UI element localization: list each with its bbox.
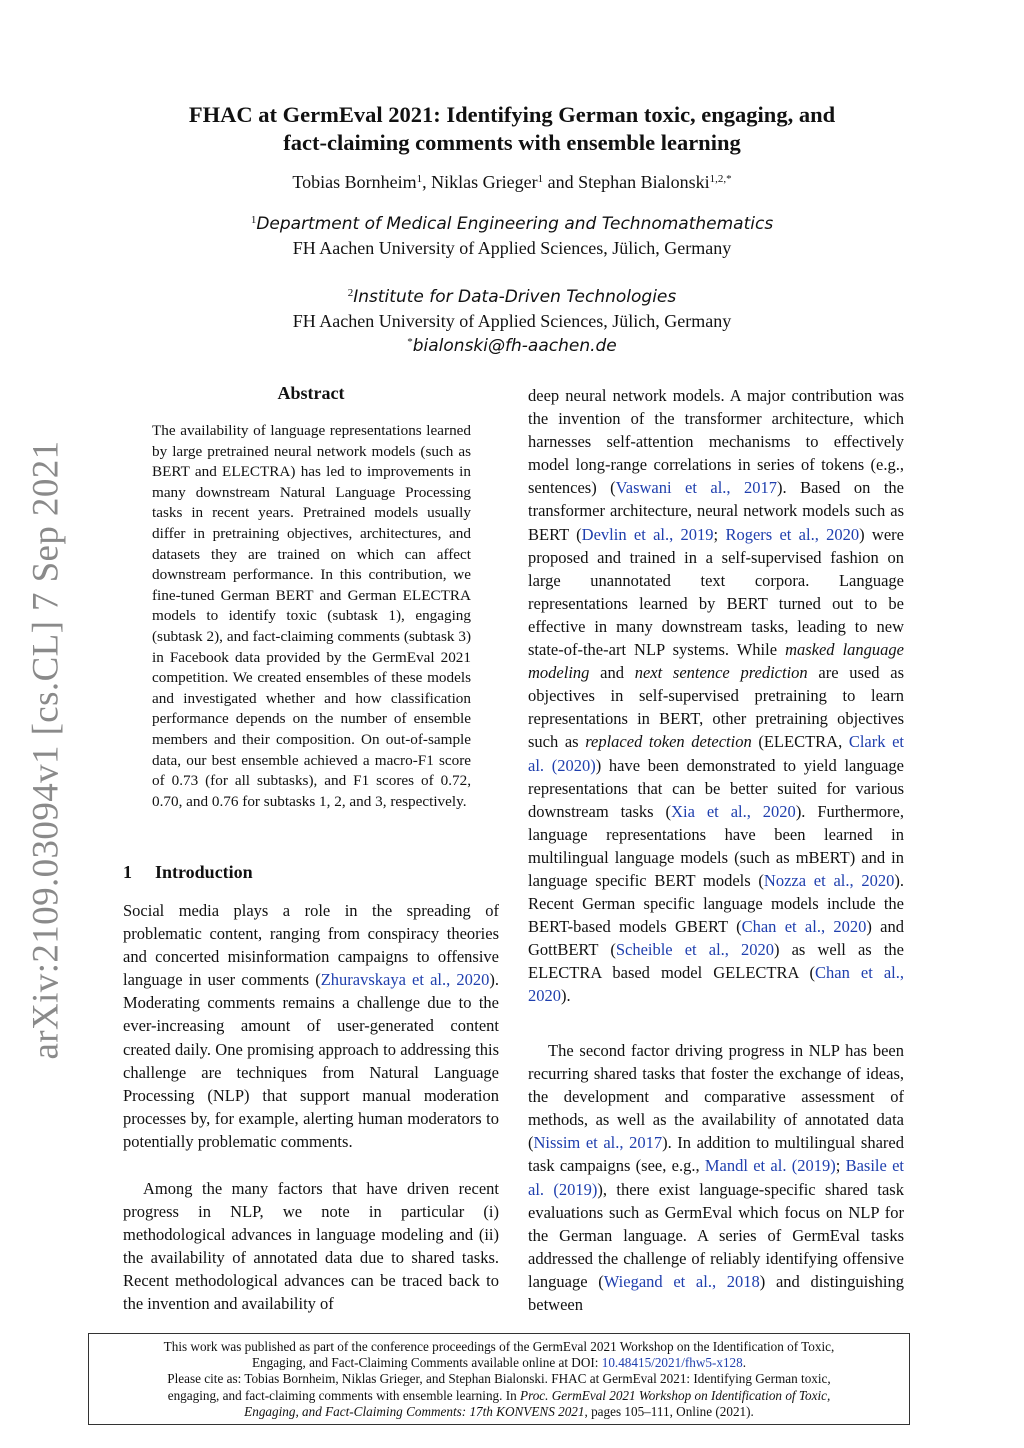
affiliation-department: Department of Medical Engineering and Technomathematics — [256, 214, 774, 234]
paragraph-text: ). Furthermore, language representations have been learned in multilingual language models (such as mBERT) and in language specific BERT models ( — [528, 801, 904, 890]
footnote-line: This work was published as part of the conference proceedings of the GermEval 2021 Workshop on the Identification of Toxic, — [163, 1339, 835, 1354]
footnote-line: Please cite as: Tobias Bornheim, Niklas Grieger, and Stephan Bialonski. FHAC at GermEval 2021: Identifying German toxic, — [167, 1371, 831, 1387]
intro-paragraph-2: Among the many factors that have driven recent progress in NLP, we note in particular (i) methodological advances in language modeling and (ii) the availability of annotated data due to shared tasks. Recent methodological advances can be traced back to the invention and availability of — [123, 1179, 499, 1314]
citation-link[interactable]: Clark et al. (2020) — [528, 732, 904, 775]
affiliation-number: 1 — [250, 214, 257, 226]
doi-link[interactable]: 10.48415/2021/fhw5-x128 — [601, 1355, 743, 1371]
right-column-paragraph-2 — [528, 1039, 904, 1316]
title-line-1: FHAC at GermEval 2021: Identifying German toxic, engaging, and — [188, 102, 836, 127]
paragraph-text: and — [589, 663, 635, 683]
author-email[interactable]: bialonski@fh-aachen.de — [412, 336, 617, 356]
paragraph-text: ) and GottBERT ( — [528, 917, 904, 960]
author-name: Stephan Bialonski — [578, 172, 710, 192]
arxiv-stamp-text: arXiv:2109.03094v1 [cs.CL] 7 Sep 2021 — [25, 440, 67, 1060]
publication-footnote-box — [88, 1333, 910, 1425]
affiliation-department: Institute for Data-Driven Technologies — [353, 287, 677, 307]
section-number: 1 — [123, 862, 132, 882]
citation-link[interactable]: Nissim et al., 2017 — [533, 1133, 663, 1153]
author-name: Niklas Grieger — [431, 172, 538, 192]
author-list — [120, 171, 904, 193]
author-separator: and — [543, 172, 579, 192]
paragraph-text: ; — [713, 524, 726, 544]
affiliation-number: 2 — [347, 287, 354, 299]
paragraph-text: The second factor driving progress in NLP has been recurring shared tasks that foster the exchange of ideas, the development and comparative assessment of methods, as well as the availability of annotated data ( — [528, 1041, 904, 1153]
footnote-text: Engaging, and Fact-Claiming Comments available online at DOI: — [251, 1355, 602, 1371]
citation-link[interactable]: Chan et al., 2020 — [741, 917, 867, 937]
paragraph-text: ; — [835, 1156, 846, 1176]
abstract-text: The availability of language representations learned by large pretrained neural network models (such as BERT and ELECTRA) has led to improvements in many downstream Natural Language Processing tasks in recent years. Pretrained models usually differ in pretraining objectives, architectures, and datasets they are trained on which can affect downstream performance. In this contribution, we fine-tuned German BERT and German ELECTRA models to identify toxic (subtask 1), engaging (subtask 2), and fact-claiming comments (subtask 3) in Facebook data provided by the GermEval 2021 competition. We created ensembles of these models and investigated whether and how classification performance depends on the number of ensemble members and their composition. On out-of-sample data, our best ensemble achieved a macro-F1 score of 0.73 (for all subtasks), and F1 scores of 0.72, 0.70, and 0.76 for subtasks 1, 2, and 3, respectively. — [152, 422, 471, 810]
affiliation-2 — [120, 284, 904, 358]
citation-link[interactable]: Basile et al. (2019) — [528, 1156, 904, 1199]
citation-link[interactable]: Mandl et al. (2019) — [704, 1156, 836, 1176]
citation-link[interactable]: Xia et al., 2020 — [671, 801, 796, 821]
citation-link[interactable]: Scheible et al., 2020 — [615, 940, 775, 960]
paragraph-text: ) have been demonstrated to yield language representations that can be better suited for various downstream tasks ( — [528, 755, 904, 821]
paragraph-text: ) as well as the ELECTRA based model GELECTRA ( — [528, 940, 904, 983]
citation-link[interactable]: Nozza et al., 2020 — [763, 870, 895, 890]
paragraph-text: ). — [561, 986, 571, 1006]
author-name: Tobias Bornheim — [292, 172, 417, 192]
right-column-paragraph-1 — [528, 384, 904, 1008]
footnote-text: . — [742, 1355, 747, 1371]
footnote-line — [89, 1404, 909, 1420]
abstract-heading: Abstract — [277, 383, 345, 403]
citation-link[interactable]: Rogers et al., 2020 — [725, 524, 860, 544]
author-separator: , — [422, 172, 432, 192]
paragraph-text: deep neural network models. A major contribution was the invention of the transformer architecture, which harnesses self-attention mechanisms to effectively model long-range correlations in series of tokens (e.g., sentences) ( — [528, 386, 904, 498]
intro-paragraph-1 — [123, 899, 499, 1153]
affiliation-1 — [120, 211, 904, 260]
citation-link[interactable]: Wiegand et al., 2018 — [603, 1271, 760, 1291]
title-line-2: fact-claiming comments with ensemble learning — [283, 130, 741, 155]
footnote-line — [89, 1355, 909, 1371]
footnote-line — [89, 1388, 909, 1404]
author-affiliation-mark: 1,2,* — [709, 173, 732, 185]
citation-link[interactable]: Chan et al., 2020 — [528, 963, 904, 1006]
italic-term: replaced token detection — [585, 732, 752, 752]
section-title: Introduction — [155, 862, 253, 882]
paragraph-text: ). Recent German specific language models include the BERT-based models GBERT ( — [528, 870, 904, 937]
affiliation-institution: FH Aachen University of Applied Sciences, Jülich, Germany — [292, 238, 732, 258]
author-affiliation-mark: 1 — [416, 173, 423, 185]
paragraph-text: ). Based on the transformer architecture, neural network models such as BERT ( — [528, 478, 904, 544]
footnote-venue: Proc. GermEval 2021 Workshop on Identification of Toxic, — [520, 1387, 831, 1403]
footnote-venue: Engaging, and Fact-Claiming Comments: 17th KONVENS 2021 — [244, 1403, 585, 1419]
italic-term: next sentence prediction — [634, 663, 808, 683]
paragraph-text: (ELECTRA, — [751, 732, 849, 752]
section-heading-introduction — [123, 862, 253, 883]
email-mark: * — [407, 336, 413, 348]
paragraph-text: ) were proposed and trained in a self-supervised fashion on large unannotated text corpora. Language representations learned by BERT turned out to be effective in many downstream tasks, leading to new state-of-the-art NLP systems. While — [528, 524, 904, 660]
paragraph-text: Social media plays a role in the spreading of problematic content, ranging from conspiracy theories and concerted misinformation campaigns to offensive language in user comments ( — [123, 901, 499, 990]
affiliation-institution: FH Aachen University of Applied Sciences, Jülich, Germany — [292, 311, 732, 331]
paragraph-text: are used as objectives in self-supervised pretraining to learn representations in BERT, other pretraining objectives such as — [528, 663, 904, 752]
citation-link[interactable]: Devlin et al., 2019 — [581, 524, 714, 544]
footnote-text: engaging, and fact-claiming comments with ensemble learning. In — [167, 1387, 521, 1403]
citation-link[interactable]: Zhuravskaya et al., 2020 — [320, 970, 490, 990]
paragraph-text: ), there exist language-specific shared task evaluations such as GermEval which focus on NLP for the German language. A series of GermEval tasks addressed the challenge of reliably identifying offensive language ( — [528, 1179, 904, 1291]
footnote-text: , pages 105–111, Online (2021). — [584, 1403, 754, 1419]
paper-title — [120, 101, 904, 157]
paragraph-text: ) and distinguishing between — [528, 1271, 904, 1315]
author-affiliation-mark: 1 — [537, 173, 544, 185]
paragraph-text: ). Moderating comments remains a challenge due to the ever-increasing amount of user-generated content created daily. One promising approach to addressing this challenge are techniques from Natural Language Processing (NLP) that support manual moderation processes by, for example, alerting human moderators to potentially problematic comments. — [123, 970, 499, 1151]
italic-term: masked language modeling — [528, 640, 904, 683]
paragraph-text: ). In addition to multilingual shared task campaigns (see, e.g., — [528, 1133, 904, 1176]
citation-link[interactable]: Vaswani et al., 2017 — [615, 478, 778, 498]
